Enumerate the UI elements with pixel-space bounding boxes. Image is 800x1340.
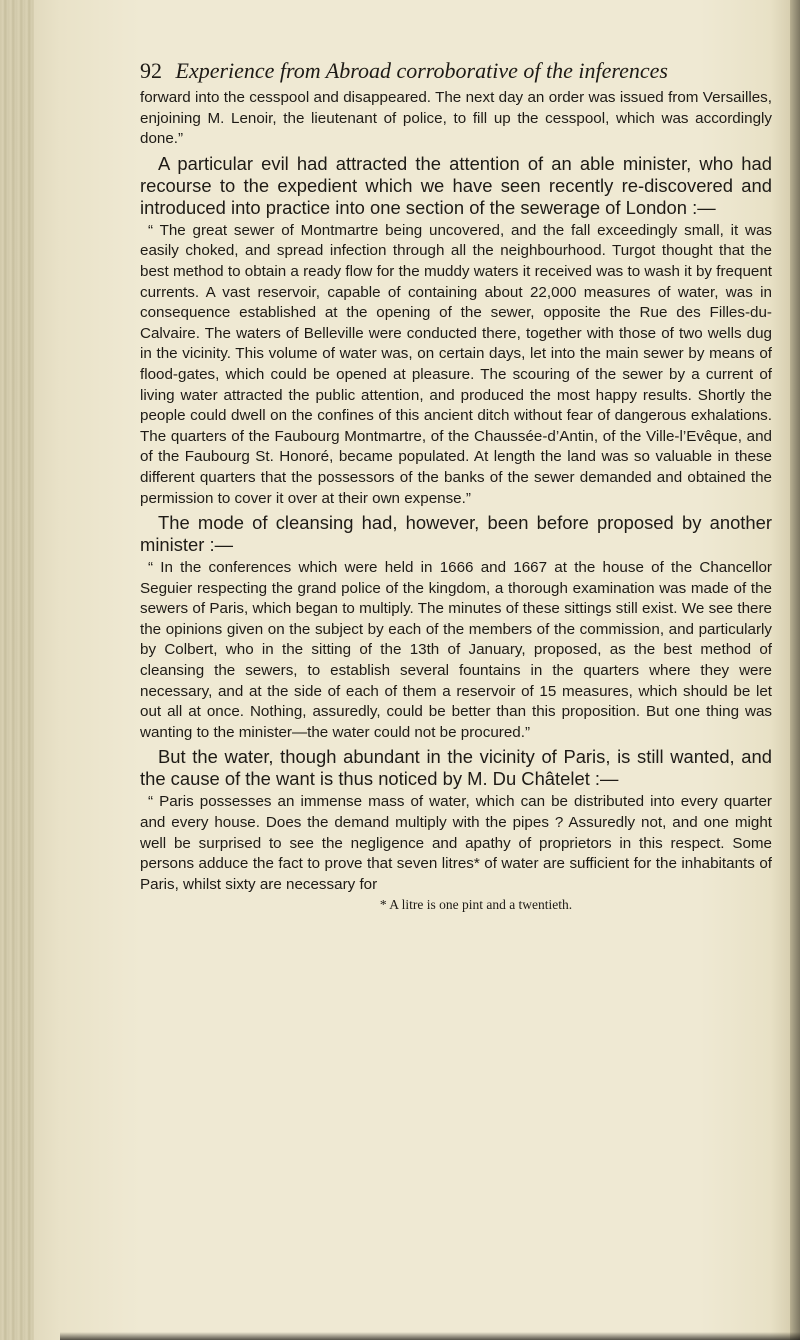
paragraph-quote-chatelet: “ Paris possesses an immense mass of water, which can be distributed into every quarter and every house. Does the demand multiply with the pipes ? Assuredly not, and one might well be surprised to see the negligence and apathy of proprietors in this respect. Some persons adduce the fact to prove that seven litres* of water are sufficient for the inhabitants of Paris, whilst sixty are necessary for <box>140 793 772 893</box>
paragraph-narrative: But the water, though abundant in the vicinity of Paris, is still wanted, and the cause of the want is thus noticed by M. Du Châtelet :— <box>140 746 772 790</box>
book-binding-edge <box>0 0 34 1340</box>
running-header <box>140 58 780 84</box>
footnote: * A litre is one pint and a twentieth. <box>379 897 573 913</box>
page-number: 92 <box>140 58 162 83</box>
paragraph-quote-montmartre: “ The great sewer of Montmartre being uncovered, and the fall exceedingly small, it was easily choked, and spread infection through all the neighbourhood. Turgot thought that the best method to obtain a ready flow for the muddy waters it received was to wash it by frequent currents. A vast reservoir, capable of containing about 22,000 measures of water, was in consequence established at the opening of the sewer, opposite the Rue des Filles-du-Calvaire. The waters of Belleville were conducted there, together with those of two wells dug in the vicinity. This volume of water was, on certain days, let into the main sewer by means of flood-gates, which could be opened at pleasure. The scouring of the sewer by a current of living water attracted the public attention, and produced the most happy results. Shortly the people could dwell on the confines of this ancient ditch without fear of dangerous exhalations. The quarters of the Faubourg Montmartre, of the Chaussée-d’Antin, of the Ville-l’Evêque, and of the Faubourg St. Honoré, became populated. At length the land was so valuable in these different quarters that the possessors of the banks of the sewer demanded and obtained the permission to cover it over at their own expense.” <box>140 221 772 507</box>
page-bottom-shadow <box>60 1332 800 1340</box>
paragraph-narrative: The mode of cleansing had, however, been before proposed by another minister :— <box>140 512 772 556</box>
paragraph-quote-continued: forward into the cesspool and disappeared. The next day an order was issued from Versailles, enjoining M. Lenoir, the lieutenant of police, to fill up the cesspool, which was accordingly done.” <box>140 89 772 148</box>
paragraph-narrative: A particular evil had attracted the attention of an able minister, who had recourse to the expedient which we have seen recently re-discovered and introduced into practice into one section of the sewerage of London :— <box>140 152 772 218</box>
running-title: Experience from Abroad corroborative of the inferences <box>175 58 668 83</box>
paragraph-quote-colbert: “ In the conferences which were held in 1666 and 1667 at the house of the Chancellor Seguier respecting the grand police of the kingdom, a thorough examination was made of the sewers of Paris, which began to multiply. The minutes of these sittings still exist. We see there the opinions given on the subject by each of the members of the commission, and particularly by Colbert, who in the sitting of the 13th of January, proposed, as the best method of cleansing the sewers, to establish several fountains in the quarters where they were necessary, and at the side of each of them a reservoir of 15 measures, which should be let out all at once. Nothing, assuredly, could be better than this proposition. But one thing was wanting to the minister—the water could not be procured.” <box>140 559 772 741</box>
page-body <box>140 88 772 913</box>
page-right-edge <box>790 0 800 1340</box>
